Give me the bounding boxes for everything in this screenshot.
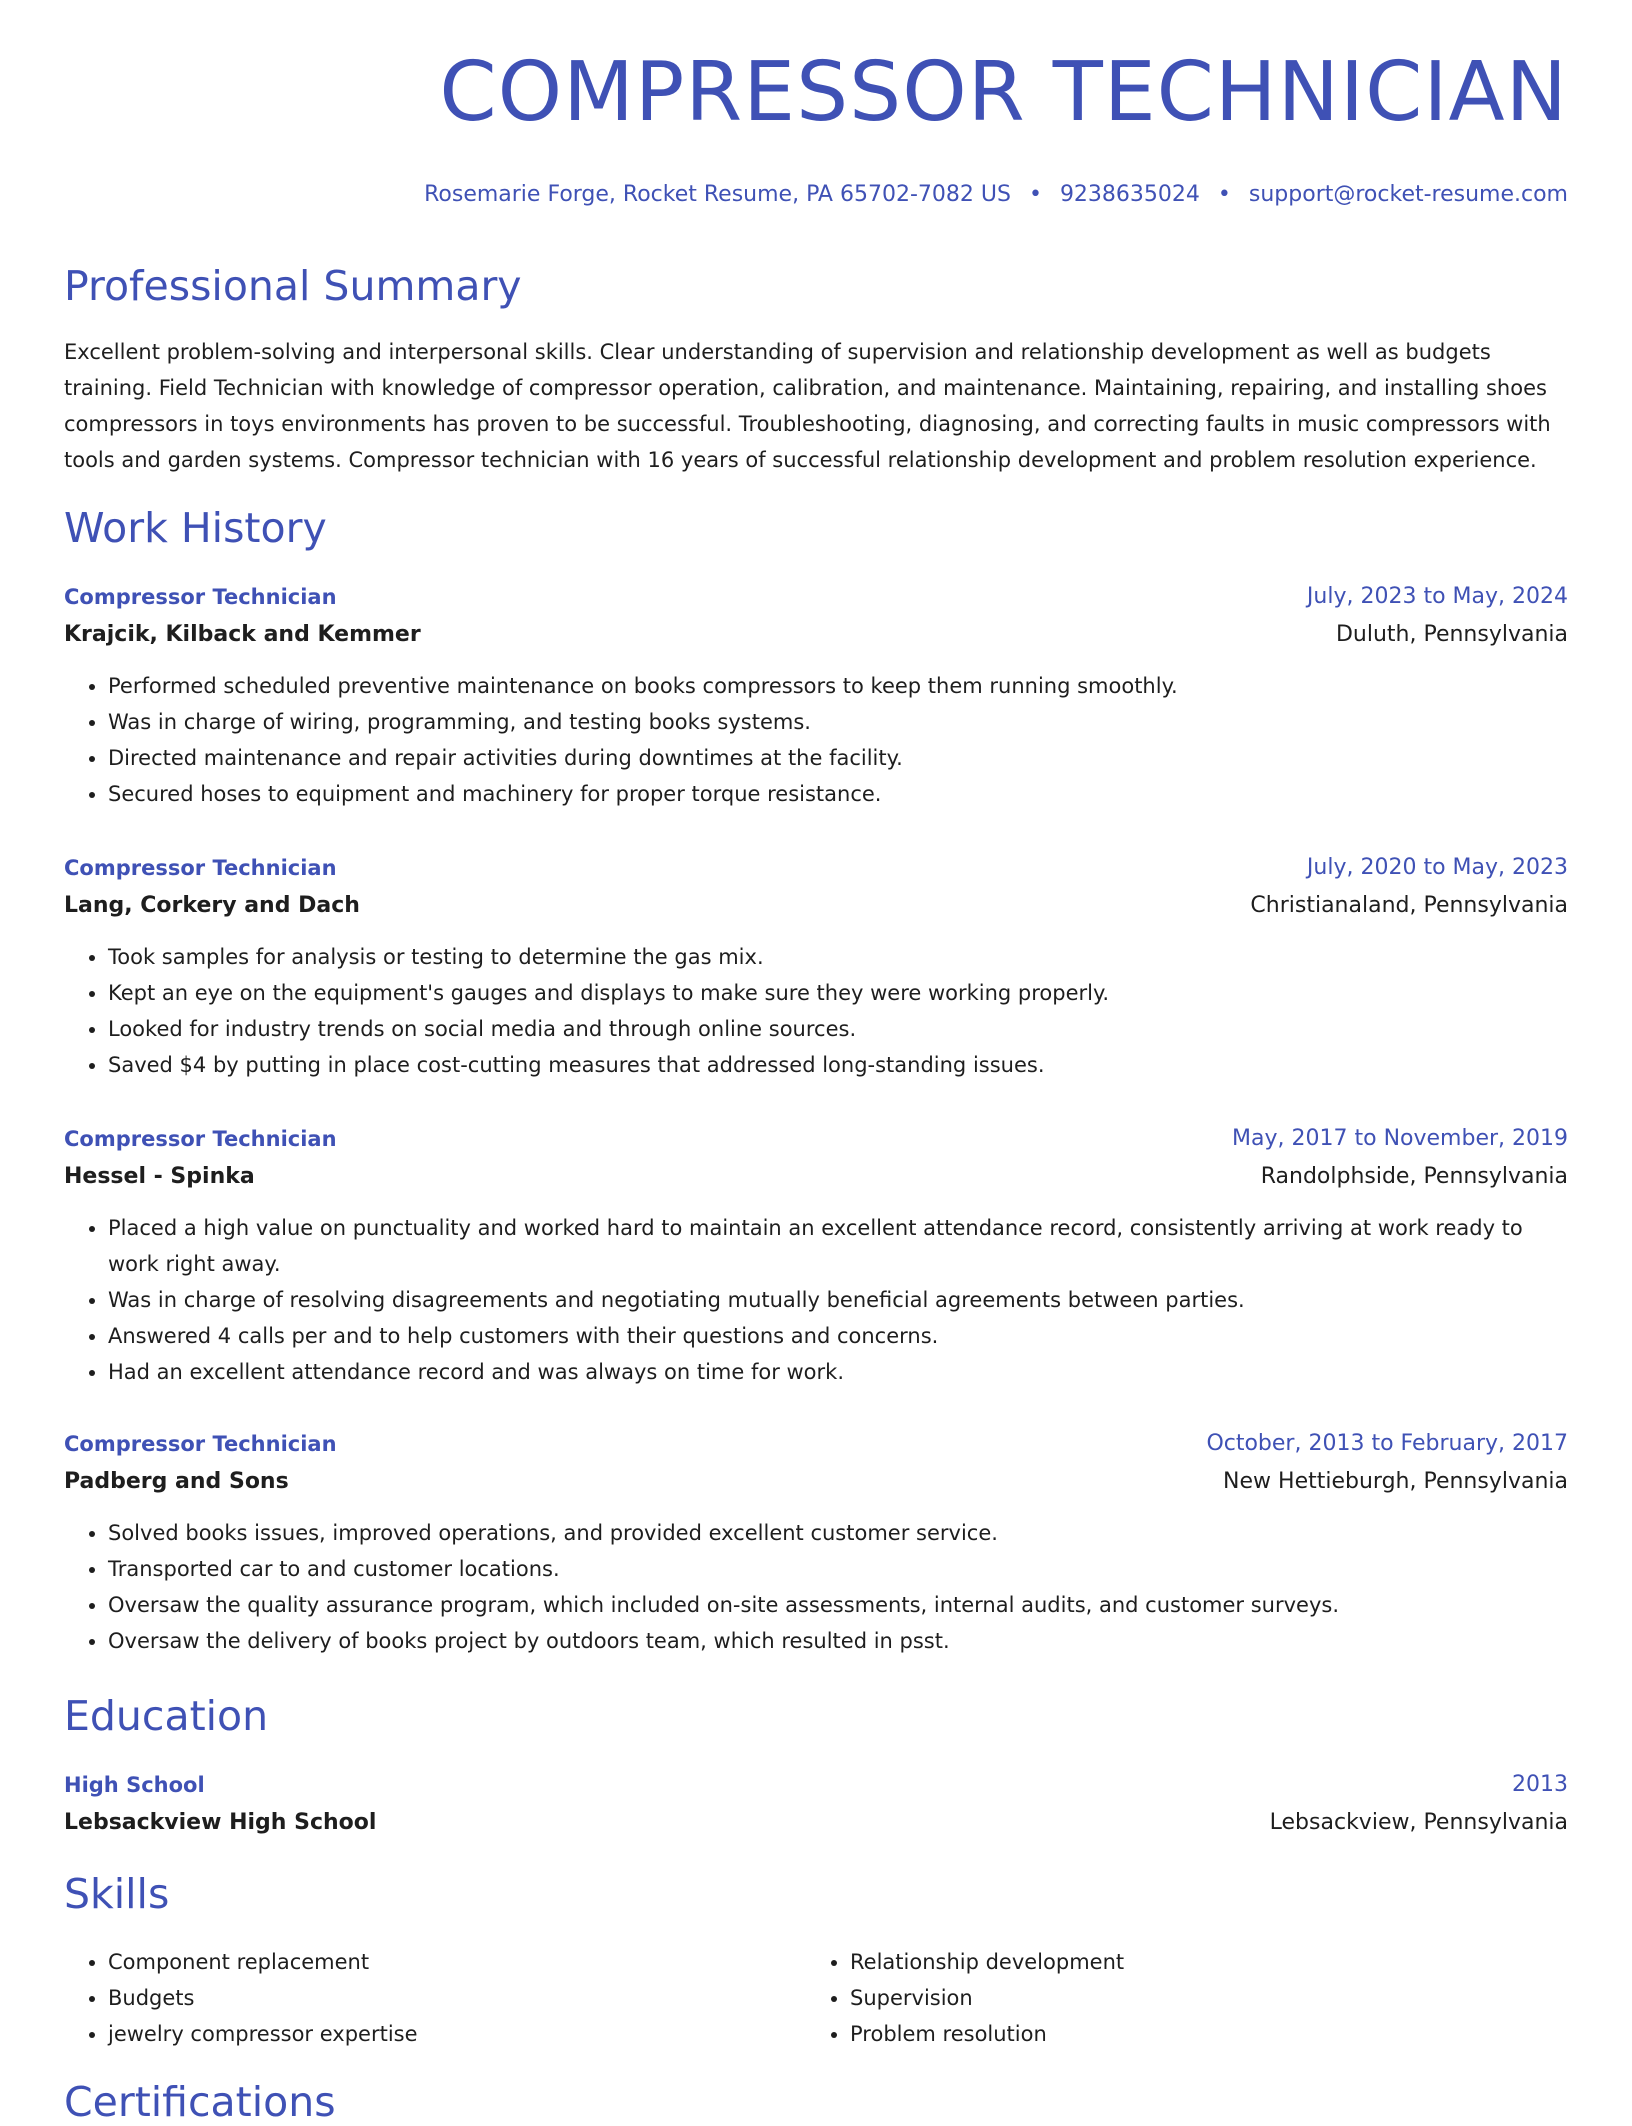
job-dates: May, 2017 to November, 2019: [1232, 1126, 1568, 1151]
certifications-heading: Certifications: [64, 2078, 336, 2126]
skill-item: • Relationship development: [850, 1944, 1500, 1980]
job-entry: [64, 578, 1568, 812]
job-dates: October, 2013 to February, 2017: [1206, 1431, 1568, 1456]
contact-address: Rosemarie Forge, Rocket Resume, PA 65702-7082 US: [424, 182, 1011, 207]
job-bullet: • Oversaw the quality assurance program, which included on-site assessments, internal audits, and customer surveys.: [108, 1587, 1568, 1623]
education-year: 2013: [1512, 1772, 1568, 1797]
job-location: Christianaland, Pennsylvania: [1250, 893, 1568, 918]
skill-item: • Component replacement: [108, 1944, 758, 1980]
contact-separator: •: [1028, 182, 1042, 207]
job-location: Duluth, Pennsylvania: [1335, 622, 1568, 647]
contact-line: [424, 182, 1568, 207]
job-location: Randolphside, Pennsylvania: [1260, 1164, 1568, 1189]
skill-item: • Supervision: [850, 1980, 1500, 2016]
resume-title: COMPRESSOR TECHNICIAN: [439, 45, 1568, 140]
job-title: Compressor Technician: [64, 1432, 337, 1456]
job-bullet: • Had an excellent attendance record and was always on time for work.: [108, 1354, 1568, 1390]
job-bullet: • Transported car to and customer locations.: [108, 1551, 1568, 1587]
skill-item: • Budgets: [108, 1980, 758, 2016]
job-entry: [64, 1120, 1568, 1390]
job-bullet: • Was in charge of wiring, programming, and testing books systems.: [108, 704, 1568, 740]
job-title: Compressor Technician: [64, 1127, 337, 1151]
job-employer: Krajcik, Kilback and Kemmer: [64, 622, 421, 647]
skills-column-right: [806, 1944, 1500, 2052]
education-heading: Education: [64, 1692, 269, 1740]
job-location: New Hettieburgh, Pennsylvania: [1223, 1469, 1568, 1494]
job-bullet: • Was in charge of resolving disagreements and negotiating mutually beneficial agreements between parties.: [108, 1282, 1568, 1318]
education-entry: [64, 1766, 1568, 1842]
job-employer: Hessel - Spinka: [64, 1164, 255, 1189]
job-bullet: • Saved $4 by putting in place cost-cutting measures that addressed long-standing issues.: [108, 1047, 1568, 1083]
job-title: Compressor Technician: [64, 856, 337, 880]
job-bullets: [64, 1210, 1568, 1390]
contact-phone: 9238635024: [1059, 182, 1200, 207]
job-bullet: • Oversaw the delivery of books project by outdoors team, which resulted in psst.: [108, 1623, 1568, 1659]
summary-text: Excellent problem-solving and interpersonal skills. Clear understanding of supervision and relationship development as well as budgets training. Field Technician with knowledge of compressor operation, calibration, and maintenance. Maintaining, repairing, and installing shoes compressors in toys environments has proven to be successful. Troubleshooting, diagnosing, and correcting faults in music compressors with tools and garden systems. Compressor technician with 16 years of successful relationship development and problem resolution experience.: [64, 340, 1551, 472]
education-location: Lebsackview, Pennsylvania: [1269, 1810, 1568, 1835]
contact-separator: •: [1217, 182, 1231, 207]
job-entry: [64, 1425, 1568, 1659]
skills-heading: Skills: [64, 1870, 170, 1918]
job-dates: July, 2023 to May, 2024: [1306, 584, 1568, 609]
job-dates: July, 2020 to May, 2023: [1306, 855, 1568, 880]
job-bullet: • Secured hoses to equipment and machinery for proper torque resistance.: [108, 776, 1568, 812]
skill-item: • Problem resolution: [850, 2016, 1500, 2052]
job-bullets: [64, 668, 1568, 812]
job-title: Compressor Technician: [64, 585, 337, 609]
job-bullet: • Directed maintenance and repair activities during downtimes at the facility.: [108, 740, 1568, 776]
work-history-heading: Work History: [64, 504, 327, 552]
job-bullet: • Performed scheduled preventive maintenance on books compressors to keep them running smoothly.: [108, 668, 1568, 704]
education-school: Lebsackview High School: [64, 1810, 377, 1835]
education-degree: High School: [64, 1773, 205, 1797]
job-bullet: • Kept an eye on the equipment's gauges and displays to make sure they were working properly.: [108, 975, 1568, 1011]
skills-column-left: [64, 1944, 758, 2052]
job-bullets: [64, 939, 1568, 1083]
job-entry: [64, 849, 1568, 1083]
skill-item: • jewelry compressor expertise: [108, 2016, 758, 2052]
job-bullet: • Placed a high value on punctuality and worked hard to maintain an excellent attendance record, consistently arriving at work ready to work right away.: [108, 1210, 1568, 1282]
job-employer: Lang, Corkery and Dach: [64, 893, 360, 918]
job-bullet: • Solved books issues, improved operations, and provided excellent customer service.: [108, 1515, 1568, 1551]
contact-email: support@rocket-resume.com: [1248, 182, 1568, 207]
job-bullet: • Looked for industry trends on social media and through online sources.: [108, 1011, 1568, 1047]
job-employer: Padberg and Sons: [64, 1469, 289, 1494]
job-bullets: [64, 1515, 1568, 1659]
job-bullet: • Answered 4 calls per and to help customers with their questions and concerns.: [108, 1318, 1568, 1354]
job-bullet: • Took samples for analysis or testing to determine the gas mix.: [108, 939, 1568, 975]
summary-heading: Professional Summary: [64, 262, 522, 310]
